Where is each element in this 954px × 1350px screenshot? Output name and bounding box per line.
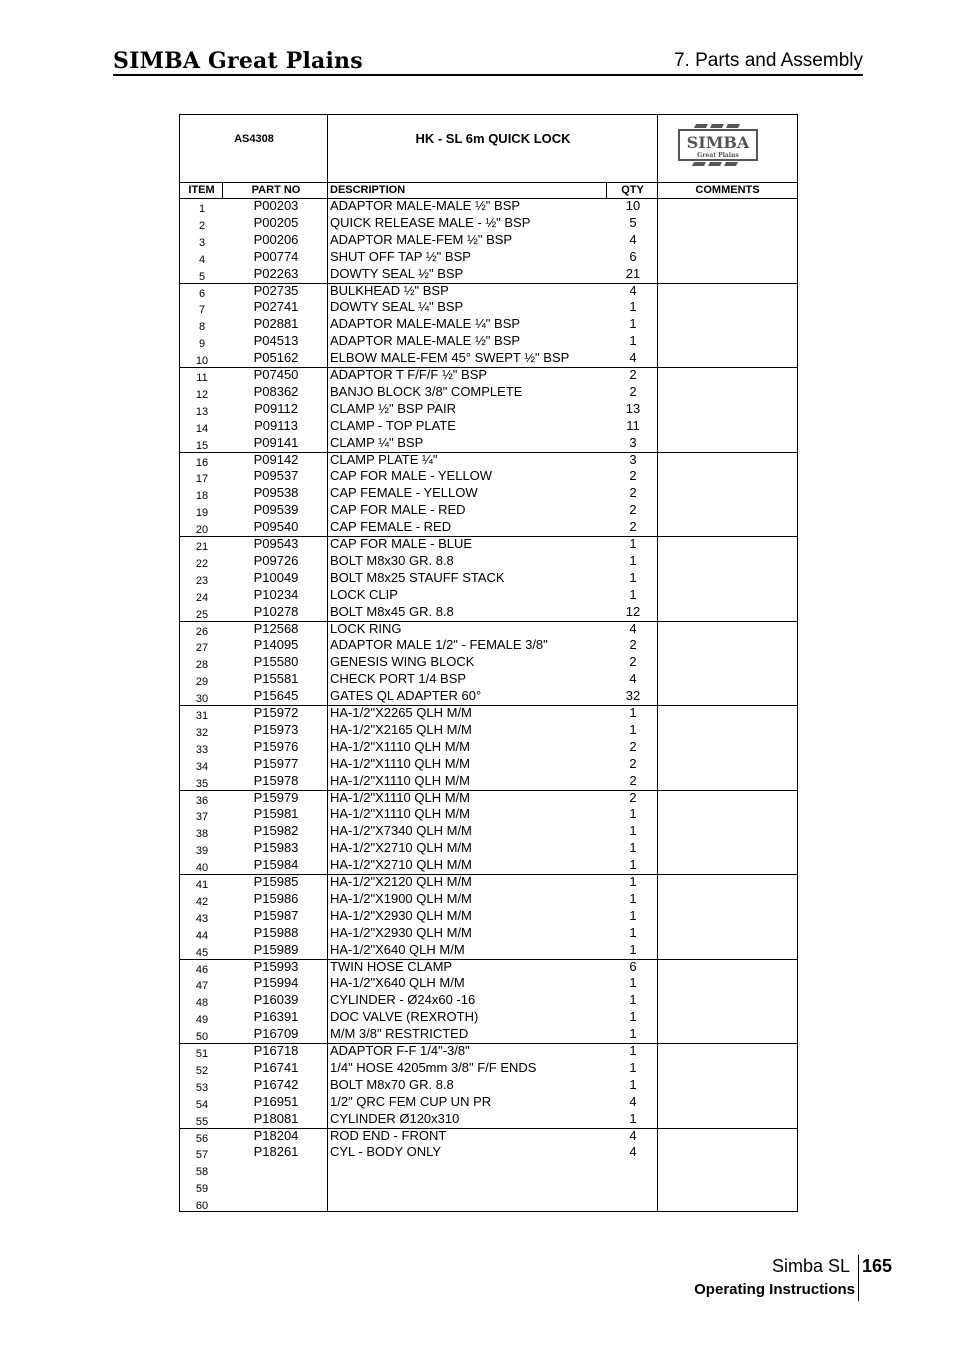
col-line-desc (327, 199, 328, 1211)
row-qty: 4 (629, 1093, 637, 1109)
row-description: HA-1/2"X2710 QLH M/M (330, 840, 472, 856)
row-part-no: P16741 (253, 1059, 299, 1075)
row-part-no: P14095 (253, 637, 299, 653)
assembly-title: HK - SL 6m QUICK LOCK (415, 131, 571, 146)
row-description: DOC VALVE (REXROTH) (330, 1009, 479, 1025)
row-part-no: P10234 (253, 586, 299, 602)
row-part-no: P15981 (253, 806, 299, 822)
row-description: HA-1/2"X1110 QLH M/M (330, 738, 470, 754)
logo-subtext: Great Plains (697, 152, 739, 159)
row-item: 48 (195, 997, 209, 1010)
row-part-no: P16709 (253, 1026, 299, 1042)
row-item: 20 (195, 524, 209, 537)
row-item: 43 (195, 912, 209, 925)
row-qty: 1 (629, 333, 637, 349)
row-description: M/M 3/8" RESTRICTED (330, 1026, 469, 1042)
row-part-no: P15580 (253, 654, 299, 670)
page-number: 165 (862, 1256, 893, 1276)
row-item: 49 (195, 1014, 209, 1027)
row-item: 38 (195, 828, 209, 841)
row-item: 40 (195, 862, 209, 875)
row-item: 29 (195, 676, 209, 689)
logo-text: SIMBA (686, 133, 750, 152)
row-part-no: P07450 (253, 367, 299, 382)
row-qty: 4 (629, 350, 637, 366)
parts-sheet (179, 114, 798, 1212)
row-qty: 2 (629, 738, 637, 754)
row-part-no: P15986 (253, 890, 299, 906)
row-item: 50 (195, 1031, 209, 1044)
row-item: 34 (195, 760, 209, 773)
header-rule-top (180, 182, 797, 183)
row-item: 55 (195, 1115, 209, 1128)
row-part-no: P08362 (253, 383, 299, 399)
footer-subtitle: Operating Instructions (694, 1281, 855, 1298)
row-part-no: P15973 (253, 721, 299, 737)
row-description: BOLT M8x30 GR. 8.8 (330, 552, 454, 568)
row-item: 12 (195, 388, 209, 401)
row-part-no: P02881 (253, 316, 299, 332)
row-item: 47 (195, 980, 209, 993)
row-description: HA-1/2"X1110 QLH M/M (330, 772, 470, 788)
row-qty: 6 (629, 958, 637, 974)
row-part-no: P16742 (253, 1076, 299, 1092)
row-qty: 2 (629, 367, 637, 382)
row-part-no: P00774 (253, 248, 299, 264)
row-description: HA-1/2"X1110 QLH M/M (330, 806, 470, 822)
row-item: 22 (195, 557, 209, 570)
row-part-no: P15983 (253, 840, 299, 856)
row-item: 6 (198, 287, 206, 300)
row-qty: 2 (629, 519, 637, 535)
row-qty: 2 (629, 772, 637, 788)
row-item: 32 (195, 726, 209, 739)
row-part-no: P16391 (253, 1009, 299, 1025)
row-qty: 2 (629, 654, 637, 670)
row-description: CAP FEMALE - YELLOW (330, 485, 478, 501)
row-description: BULKHEAD ½" BSP (330, 282, 449, 298)
row-qty: 1 (629, 1009, 637, 1025)
row-item: 23 (195, 574, 209, 587)
row-part-no: P02735 (253, 282, 299, 298)
table-row (180, 1162, 797, 1179)
row-qty: 1 (629, 823, 637, 839)
row-part-no: P00206 (253, 231, 299, 247)
row-qty: 2 (629, 789, 637, 805)
row-description: CLAMP PLATE ¼" (330, 451, 438, 467)
row-item: 30 (195, 693, 209, 706)
row-description: HA-1/2"X1110 QLH M/M (330, 789, 470, 805)
row-description: CYLINDER Ø120x310 (330, 1110, 460, 1126)
row-item: 16 (195, 456, 209, 469)
row-item: 46 (195, 963, 209, 976)
row-qty: 1 (629, 569, 637, 585)
row-item: 17 (195, 473, 209, 486)
row-part-no: P00203 (253, 198, 299, 213)
row-part-no: P15994 (253, 975, 299, 991)
row-description: HA-1/2"X2930 QLH M/M (330, 924, 472, 940)
row-qty: 4 (629, 620, 637, 636)
row-description: HA-1/2"X2710 QLH M/M (330, 857, 472, 873)
row-description: ADAPTOR MALE-MALE ½" BSP (330, 198, 521, 213)
row-description: ROD END - FRONT (330, 1127, 447, 1143)
row-description: TWIN HOSE CLAMP (330, 958, 453, 974)
row-item: 25 (195, 608, 209, 621)
row-qty: 3 (629, 434, 637, 450)
row-description: CAP FOR MALE - RED (330, 502, 466, 518)
row-part-no: P15978 (253, 772, 299, 788)
row-item: 52 (195, 1064, 209, 1077)
row-description: HA-1/2"X7340 QLH M/M (330, 823, 472, 839)
row-qty: 4 (629, 282, 637, 298)
row-part-no: P09539 (253, 502, 299, 518)
row-part-no: P09112 (254, 400, 298, 416)
footer-product: Simba SL (772, 1256, 851, 1276)
row-item: 44 (195, 929, 209, 942)
row-qty: 1 (629, 907, 637, 923)
row-description: ELBOW MALE-FEM 45° SWEPT ½" BSP (330, 350, 570, 366)
row-item: 15 (195, 439, 209, 452)
row-description: ADAPTOR T F/F/F ½" BSP (330, 367, 488, 382)
row-item: 35 (195, 777, 209, 790)
row-description: GENESIS WING BLOCK (330, 654, 475, 670)
row-part-no: P10049 (253, 569, 299, 585)
column-header-qty: QTY (621, 184, 644, 196)
row-item: 37 (195, 811, 209, 824)
row-description: ADAPTOR MALE-MALE ¼" BSP (330, 316, 521, 332)
row-description: BANJO BLOCK 3/8" COMPLETE (330, 383, 523, 399)
row-part-no: P09141 (253, 434, 299, 450)
row-description: LOCK RING (330, 620, 402, 636)
row-item: 3 (198, 236, 206, 249)
row-item: 42 (195, 895, 209, 908)
row-description: CYLINDER - Ø24x60 -16 (330, 992, 476, 1008)
row-qty: 2 (629, 468, 637, 484)
row-part-no: P05162 (253, 350, 299, 366)
row-qty: 6 (629, 248, 637, 264)
row-part-no: P10278 (253, 603, 299, 619)
row-qty: 13 (625, 400, 641, 416)
simba-logo-icon (678, 124, 758, 166)
row-qty: 1 (629, 890, 637, 906)
row-part-no: P16039 (253, 992, 299, 1008)
row-qty: 2 (629, 383, 637, 399)
row-part-no: P18081 (253, 1110, 299, 1126)
table-row (180, 1179, 797, 1196)
row-item: 41 (195, 879, 209, 891)
row-item: 24 (195, 591, 209, 604)
row-description: GATES QL ADAPTER 60° (330, 688, 482, 704)
row-item: 13 (195, 405, 209, 418)
row-description: CYL - BODY ONLY (330, 1144, 442, 1160)
row-description: CLAMP ½" BSP PAIR (330, 400, 457, 416)
col-line-qty (657, 199, 658, 1211)
row-description: HA-1/2"X2120 QLH M/M (330, 874, 472, 889)
row-qty: 10 (625, 198, 641, 213)
row-part-no: P09726 (253, 552, 299, 568)
row-part-no: P09142 (253, 451, 299, 467)
row-qty: 4 (629, 671, 637, 687)
row-description: CHECK PORT 1/4 BSP (330, 671, 467, 687)
row-part-no: P09113 (254, 417, 298, 433)
row-item: 56 (195, 1132, 209, 1145)
row-qty: 21 (625, 265, 641, 281)
row-description: 1/2" QRC FEM CUP UN PR (330, 1093, 492, 1109)
row-part-no: P15581 (253, 671, 299, 687)
row-item: 1 (198, 203, 206, 215)
row-description: 1/4" HOSE 4205mm 3/8" F/F ENDS (330, 1059, 537, 1075)
row-item: 4 (198, 253, 206, 266)
row-qty: 1 (629, 1059, 637, 1075)
row-item: 31 (195, 710, 209, 722)
row-qty: 4 (629, 1127, 637, 1143)
row-qty: 1 (629, 840, 637, 856)
row-part-no: P16718 (253, 1043, 299, 1058)
row-part-no: P15988 (253, 924, 299, 940)
row-description: ADAPTOR MALE-MALE ½" BSP (330, 333, 521, 349)
row-qty: 1 (629, 721, 637, 737)
row-part-no: P15985 (253, 874, 299, 889)
row-item: 39 (195, 845, 209, 858)
section-title: 7. Parts and Assembly (673, 50, 863, 71)
row-part-no: P09537 (253, 468, 299, 484)
row-description: LOCK CLIP (330, 586, 398, 602)
row-item: 2 (198, 219, 206, 232)
row-item: 19 (195, 507, 209, 520)
header-rule (113, 74, 863, 76)
row-description: SHUT OFF TAP ½" BSP (330, 248, 471, 264)
row-description: ADAPTOR F-F 1/4"-3/8" (330, 1043, 470, 1058)
row-part-no: P15993 (253, 958, 299, 974)
row-description: CAP FOR MALE - YELLOW (330, 468, 493, 484)
row-part-no: P15977 (253, 755, 299, 771)
row-item: 7 (198, 304, 206, 317)
row-part-no: P12568 (253, 620, 299, 636)
row-item: 60 (195, 1200, 209, 1213)
row-item: 36 (195, 794, 209, 807)
row-part-no: P15972 (253, 705, 299, 720)
row-description: HA-1/2"X640 QLH M/M (330, 941, 465, 957)
row-description: DOWTY SEAL ½" BSP (330, 265, 464, 281)
row-part-no: P18204 (253, 1127, 299, 1143)
row-description: HA-1/2"X1110 QLH M/M (330, 755, 470, 771)
row-qty: 4 (629, 1144, 637, 1160)
row-description: BOLT M8x70 GR. 8.8 (330, 1076, 454, 1092)
row-item: 51 (195, 1048, 209, 1060)
column-header-description: DESCRIPTION (330, 184, 406, 196)
row-item: 5 (198, 270, 206, 283)
row-qty: 1 (629, 1110, 637, 1126)
row-item: 10 (195, 355, 209, 368)
row-qty: 1 (629, 299, 637, 315)
row-item: 11 (196, 372, 208, 384)
row-qty: 1 (629, 705, 637, 720)
row-item: 14 (195, 422, 209, 435)
table-row (180, 1145, 797, 1162)
row-qty: 3 (629, 451, 637, 467)
row-description: DOWTY SEAL ¼" BSP (330, 299, 464, 315)
row-item: 8 (198, 321, 206, 334)
row-part-no: P00205 (253, 214, 299, 230)
row-qty: 1 (629, 975, 637, 991)
row-part-no: P09540 (253, 519, 299, 535)
footer-divider (858, 1255, 859, 1301)
row-part-no: P02263 (253, 265, 299, 281)
row-description: HA-1/2"X2265 QLH M/M (330, 705, 472, 720)
brand-title: SIMBA Great Plains (113, 48, 363, 74)
row-description: HA-1/2"X2165 QLH M/M (330, 721, 472, 737)
row-item: 27 (195, 642, 209, 655)
row-part-no: P09538 (253, 485, 299, 501)
row-item: 9 (198, 338, 206, 351)
row-qty: 1 (629, 857, 637, 873)
row-part-no: P09543 (253, 536, 299, 551)
row-part-no: P18261 (253, 1144, 299, 1160)
row-qty: 1 (629, 552, 637, 568)
row-qty: 1 (629, 806, 637, 822)
row-description: CLAMP ¼" BSP (330, 434, 424, 450)
row-part-no: P15645 (253, 688, 299, 704)
assembly-number: AS4308 (234, 133, 274, 145)
row-description: ADAPTOR MALE 1/2" - FEMALE 3/8" (330, 637, 548, 653)
row-part-no: P02741 (253, 299, 299, 315)
column-header-part-no: PART NO (251, 184, 301, 196)
row-item: 45 (195, 946, 209, 959)
row-item: 54 (195, 1098, 209, 1111)
row-qty: 2 (629, 755, 637, 771)
row-part-no: P04513 (253, 333, 299, 349)
row-part-no: P15984 (253, 857, 299, 873)
row-part-no: P15982 (253, 823, 299, 839)
row-description: CAP FEMALE - RED (330, 519, 452, 535)
row-item: 18 (195, 490, 209, 503)
row-part-no: P15979 (253, 789, 299, 805)
row-qty: 1 (629, 586, 637, 602)
row-description: QUICK RELEASE MALE - ½" BSP (330, 214, 531, 230)
row-qty: 11 (626, 417, 640, 433)
row-description: HA-1/2"X1900 QLH M/M (330, 890, 472, 906)
row-qty: 4 (629, 231, 637, 247)
column-header-item: ITEM (188, 184, 215, 196)
row-qty: 1 (629, 874, 637, 889)
row-qty: 1 (629, 536, 637, 551)
row-description: BOLT M8x45 GR. 8.8 (330, 603, 454, 619)
row-item: 26 (195, 625, 209, 638)
row-item: 28 (195, 659, 209, 672)
row-qty: 2 (629, 485, 637, 501)
row-qty: 1 (629, 992, 637, 1008)
row-part-no: P15989 (253, 941, 299, 957)
row-part-no: P15976 (253, 738, 299, 754)
row-qty: 1 (629, 1026, 637, 1042)
row-description: HA-1/2"X640 QLH M/M (330, 975, 465, 991)
row-item: 21 (195, 541, 209, 553)
row-qty: 1 (629, 316, 637, 332)
row-qty: 1 (629, 924, 637, 940)
table-row (180, 1196, 797, 1213)
column-header-comments: COMMENTS (695, 184, 760, 196)
row-part-no: P16951 (253, 1093, 299, 1109)
row-qty: 12 (625, 603, 641, 619)
row-qty: 1 (629, 1076, 637, 1092)
row-item: 57 (195, 1149, 209, 1162)
row-description: CAP FOR MALE - BLUE (330, 536, 473, 551)
row-item: 33 (195, 743, 209, 756)
row-qty: 5 (629, 214, 637, 230)
row-qty: 1 (629, 1043, 637, 1058)
row-item: 58 (195, 1166, 209, 1179)
row-qty: 32 (625, 688, 641, 704)
row-description: HA-1/2"X2930 QLH M/M (330, 907, 472, 923)
row-qty: 2 (629, 637, 637, 653)
row-item: 53 (195, 1081, 209, 1094)
row-qty: 1 (629, 941, 637, 957)
row-description: ADAPTOR MALE-FEM ½" BSP (330, 231, 513, 247)
row-item: 59 (195, 1183, 209, 1196)
row-description: BOLT M8x25 STAUFF STACK (330, 569, 505, 585)
row-description: CLAMP - TOP PLATE (330, 417, 456, 433)
row-qty: 2 (629, 502, 637, 518)
row-part-no: P15987 (253, 907, 299, 923)
